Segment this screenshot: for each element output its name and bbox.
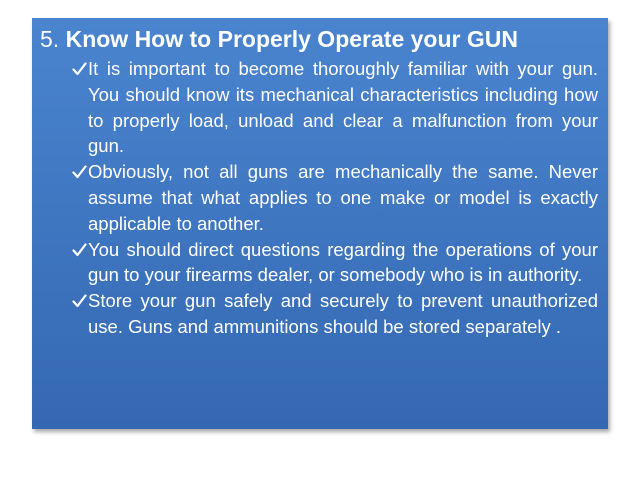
- heading-number: 5.: [40, 26, 60, 52]
- bullet-text: You should direct questions regarding the operations of your gun to your firearms dealer, or somebody who is in authority.: [88, 238, 598, 286]
- bullet-item: [40, 237, 598, 289]
- slide-heading: [40, 24, 598, 54]
- check-mark-icon: [71, 159, 87, 185]
- bullet-list: [40, 56, 598, 340]
- bullet-text: Store your gun safely and securely to prevent unauthorized use. Guns and ammunitions should be stored separately .: [88, 290, 598, 337]
- content-panel: [32, 18, 608, 429]
- bullet-text: It is important to become thoroughly familiar with your gun. You should know its mechanical characteristics including how to properly load, unload and clear a malfunction from your gun.: [88, 58, 598, 157]
- bullet-item: [40, 56, 598, 159]
- check-mark-icon: [71, 56, 87, 82]
- check-mark-icon: [71, 288, 87, 314]
- check-mark-icon: [71, 237, 87, 263]
- bullet-text: Obviously, not all guns are mechanically the same. Never assume that what applies to one make or model is exactly applicable to another.: [88, 161, 598, 234]
- heading-title: Know How to Properly Operate your GUN: [65, 26, 518, 52]
- bullet-item: [40, 159, 598, 236]
- bullet-item: [40, 288, 598, 340]
